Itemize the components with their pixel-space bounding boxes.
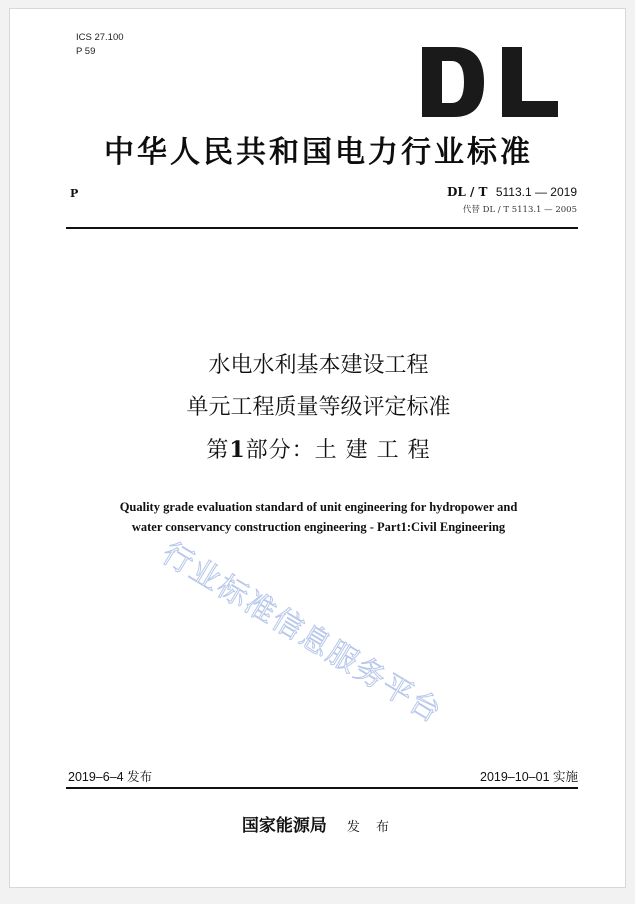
english-title (60, 497, 577, 537)
dl-logo-text: DL (420, 45, 422, 46)
title-line-1: 水电水利基本建设工程 (208, 353, 429, 378)
classification-codes (76, 31, 124, 59)
watermark: 行业标准信息服务平台 (155, 535, 449, 731)
ccs-code: P 59 (76, 46, 96, 57)
header-divider (66, 227, 578, 229)
replaces-standard: 代替 DL / T 5113.1 — 2005 (462, 205, 577, 215)
issuer (10, 811, 626, 836)
title-part-number: 1 (229, 437, 246, 463)
issuer-verb: 发 布 (346, 820, 396, 835)
issuer-name: 国家能源局 (241, 816, 327, 836)
title-line-3 (10, 429, 626, 472)
implement-date: 2019–10–01 实施 (480, 770, 578, 784)
document-page (9, 8, 626, 888)
standard-code: 5113.1 — 2019 (495, 185, 577, 199)
english-title-line-1: Quality grade evaluation standard of unit engineering for hydropower and (119, 500, 518, 514)
organization-title: 中华人民共和国电力行业标准 (104, 135, 533, 170)
title-line-2: 单元工程质量等级评定标准 (186, 395, 451, 420)
title-part-name: 部分：土 建 工 程 (245, 438, 431, 463)
standard-prefix: DL / T (446, 185, 488, 199)
category-code: P (70, 187, 79, 200)
ics-code: ICS 27.100 (76, 32, 124, 43)
english-title-line-2: water conservancy construction engineering - Part1:Civil Engineering (131, 520, 506, 534)
footer-divider (66, 787, 578, 789)
title-part-prefix: 第 (206, 438, 230, 463)
chinese-title (10, 345, 626, 472)
standard-number (447, 185, 577, 199)
dl-logo (420, 45, 560, 119)
publish-date: 2019–6–4 发布 (68, 770, 153, 784)
